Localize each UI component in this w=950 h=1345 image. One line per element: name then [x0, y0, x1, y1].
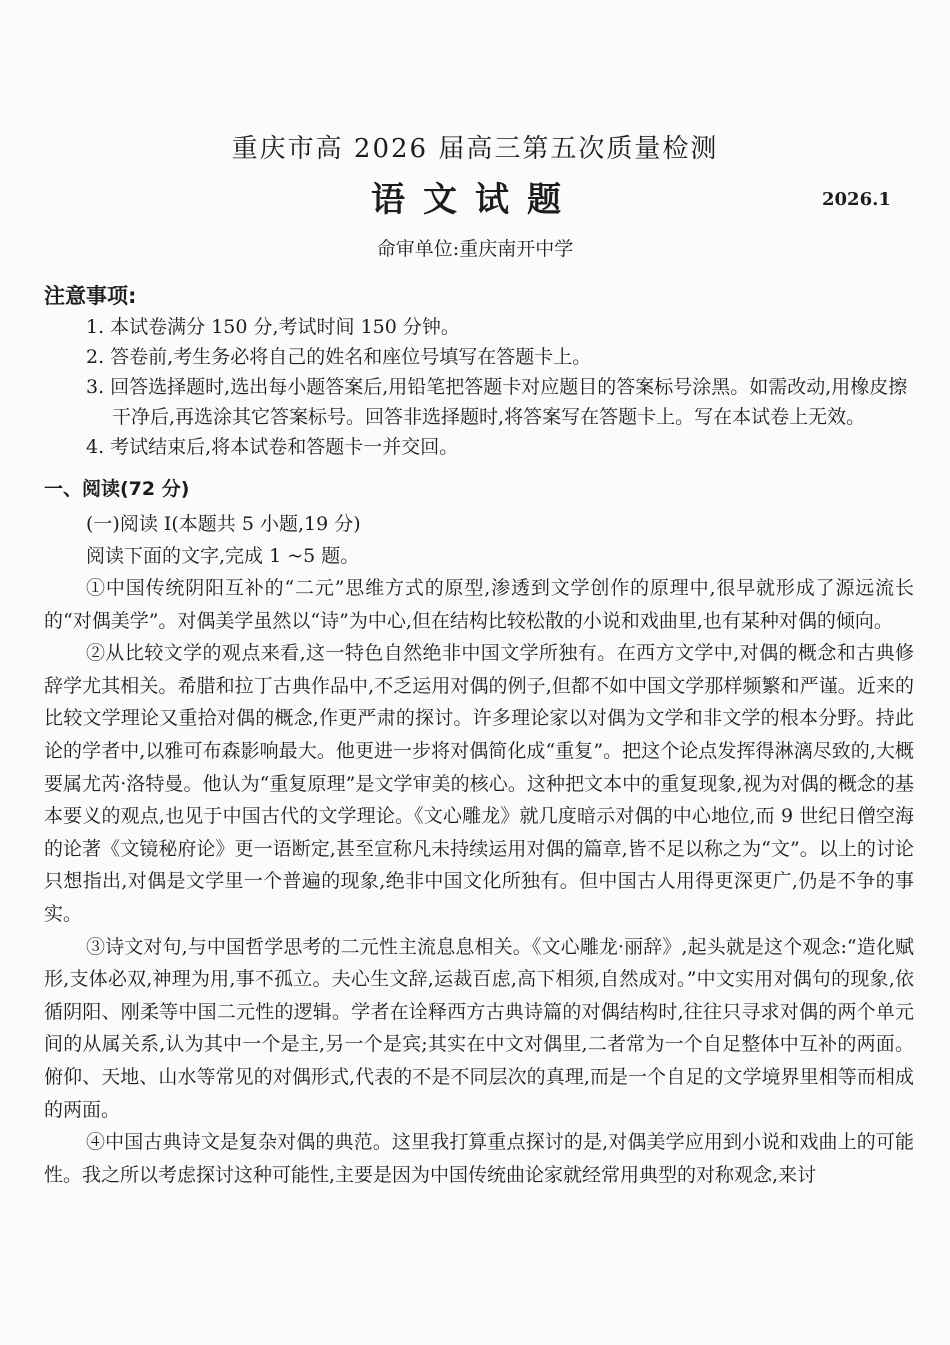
reading-instruction: 阅读下面的文字,完成 1 ~5 题。: [86, 545, 360, 567]
notice-item: 2. 答卷前,考生务必将自己的姓名和座位号填写在答题卡上。: [86, 346, 592, 368]
sub-section-heading: (一)阅读 Ⅰ(本题共 5 小题,19 分): [86, 513, 361, 535]
passage-paragraph: ④中国古典诗文是复杂对偶的典范。这里我打算重点探讨的是,对偶美学应用到小说和戏曲上的可能性。我之所以考虑探讨这种可能性,主要是因为中国传统曲论家就经常用典型的对称观念,来讨: [44, 1131, 914, 1186]
notice-item: 4. 考试结束后,将本试卷和答题卡一并交回。: [86, 436, 459, 458]
subject-title: 语文试题: [371, 180, 579, 220]
exam-title: 重庆市高 2026 届高三第五次质量检测: [231, 134, 719, 164]
exam-date: 2026.1: [822, 189, 891, 210]
passage-paragraph: ③诗文对句,与中国哲学思考的二元性主流息息相关。《文心雕龙·丽辞》,起头就是这个观念:“造化赋形,支体必双,神理为用,事不孤立。夫心生文辞,运裁百虑,高下相须,自然成对。”中文实用对偶句的现象,依循阴阳、刚柔等中国二元性的逻辑。学者在诠释西方古典诗篇的对偶结构时,往往只寻求对偶的两个单元间的从属关系,认为其中一个是主,另一个是宾;其实在中文对偶里,二者常为一个自足整体中互补的两面。俯仰、天地、山水等常见的对偶形式,代表的不是不同层次的真理,而是一个自足的文学境界里相等而相成的两面。: [44, 935, 914, 1121]
notice-heading: 注意事项:: [44, 284, 137, 308]
setter-unit: 命审单位:重庆南开中学: [376, 238, 574, 260]
notice-list: [86, 312, 916, 462]
notice-item-text: 3. 回答选择题时,选出每小题答案后,用铅笔把答题卡对应题目的答案标号涂黑。如需改动,用橡皮擦: [86, 376, 908, 398]
notice-item: 1. 本试卷满分 150 分,考试时间 150 分钟。: [86, 316, 460, 338]
reading-passage: [44, 572, 914, 1191]
notice-item: [86, 372, 916, 432]
passage-paragraph: ②从比较文学的观点来看,这一特色自然绝非中国文学所独有。在西方文学中,对偶的概念和古典修辞学尤其相关。希腊和拉丁古典作品中,不乏运用对偶的例子,但都不如中国文学那样频繁和严谨。近来的比较文学理论又重拾对偶的概念,作更严肃的探讨。许多理论家以对偶为文学和非文学的根本分野。持此论的学者中,以雅可布森影响最大。他更进一步将对偶简化成“重复”。把这个论点发挥得淋漓尽致的,大概要属尤芮·洛特曼。他认为“重复原理”是文学审美的核心。这种把文本中的重复现象,视为对偶的概念的基本要义的观点,也见于中国古代的文学理论。《文心雕龙》就几度暗示对偶的中心地位,而 9 世纪日僧空海的论著《文镜秘府论》更一语断定,甚至宣称凡未持续运用对偶的篇章,皆不足以称之为“文”。以上的讨论只想指出,对偶是文学里一个普遍的现象,绝非中国文化所独有。但中国古人用得更深更广,仍是不争的事实。: [44, 642, 914, 925]
notice-item-continuation: 干净后,再选涂其它答案标号。回答非选择题时,将答案写在答题卡上。写在本试卷上无效。: [112, 406, 866, 428]
section-heading: 一、阅读(72 分): [44, 478, 190, 500]
passage-paragraph: ①中国传统阴阳互补的“二元”思维方式的原型,渗透到文学创作的原理中,很早就形成了源远流长的“对偶美学”。对偶美学虽然以“诗”为中心,但在结构比较松散的小说和戏曲里,也有某种对偶的倾向。: [44, 577, 914, 632]
